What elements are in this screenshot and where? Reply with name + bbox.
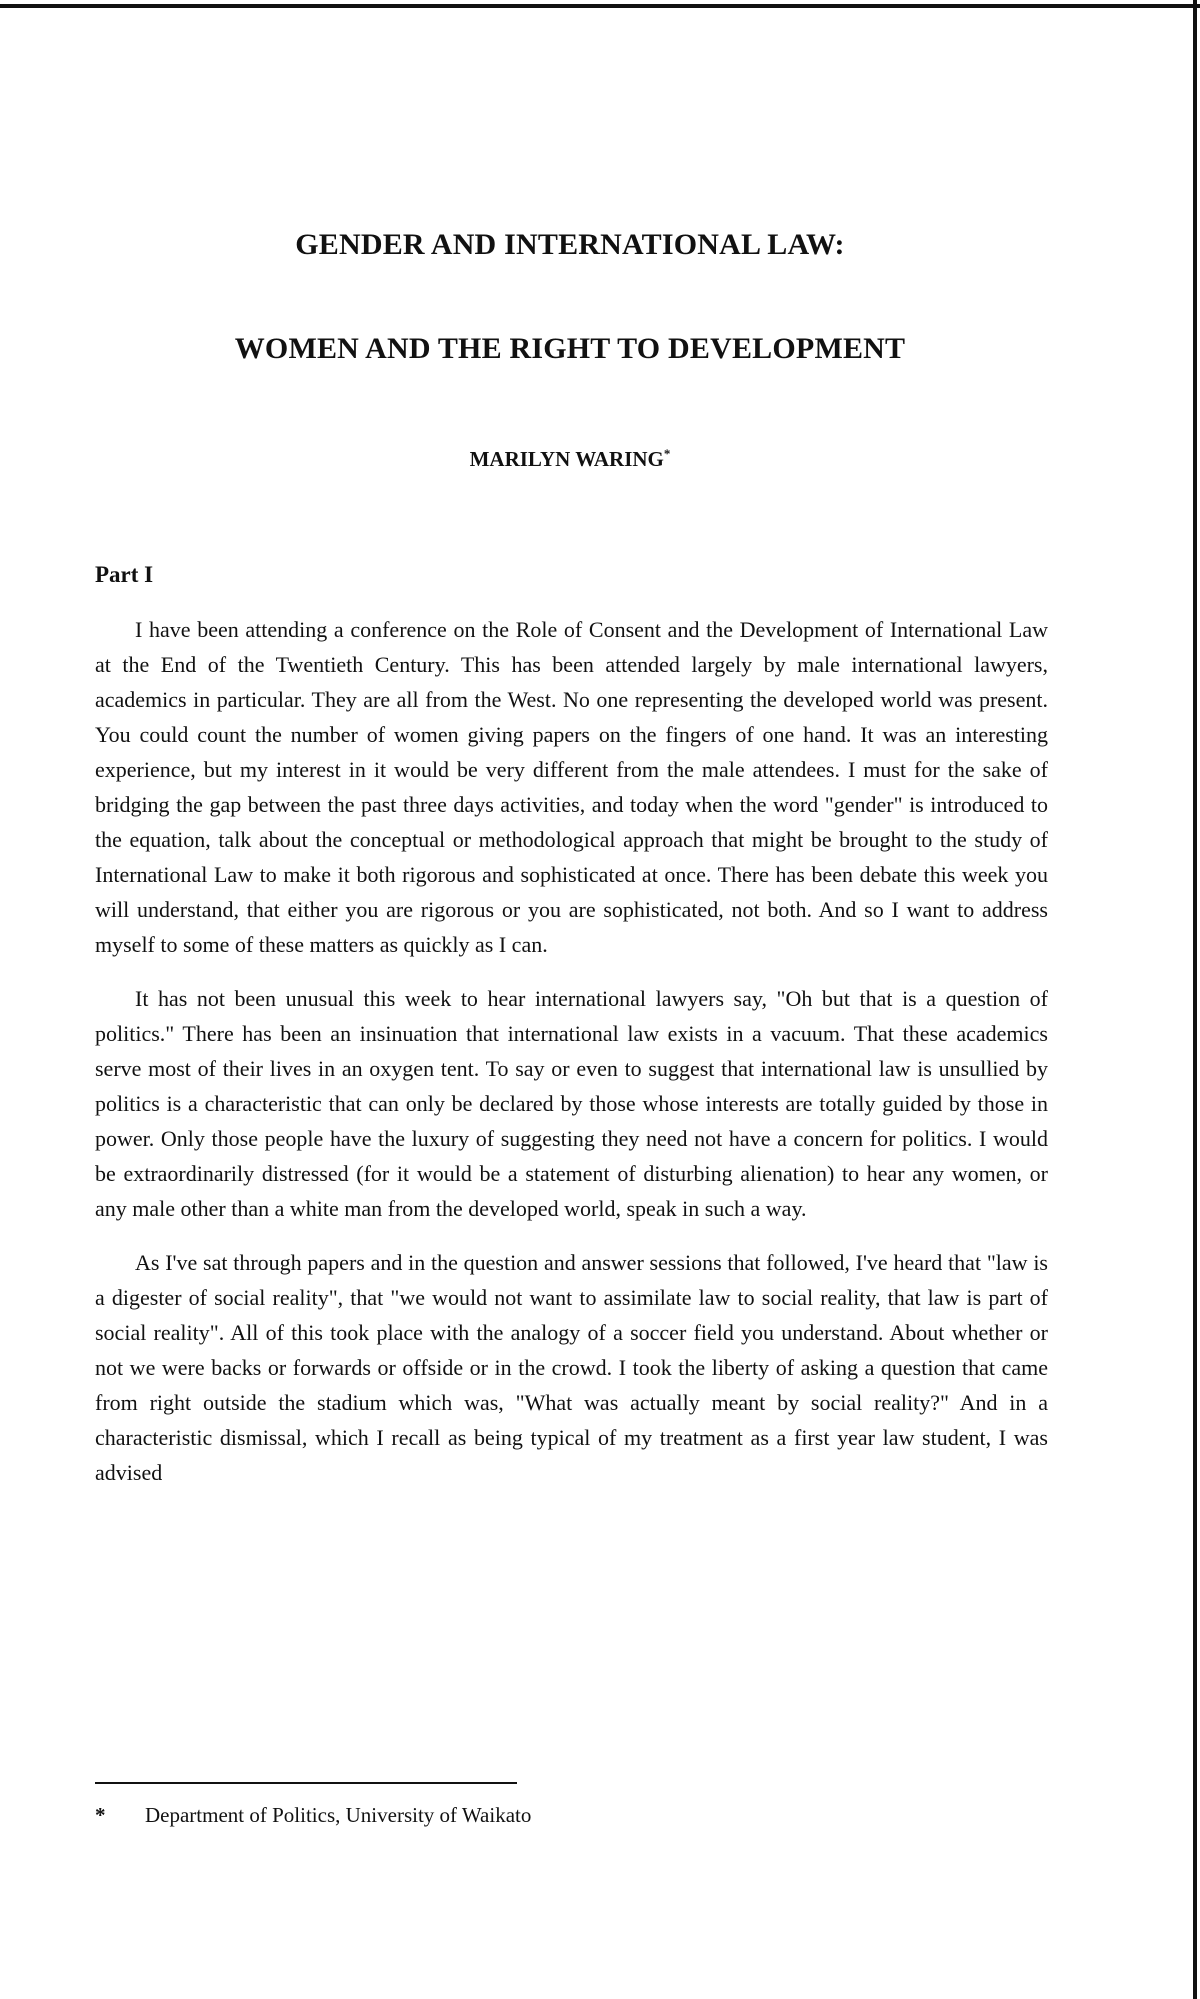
footnote-text: Department of Politics, University of Waikato	[145, 1803, 532, 1827]
footnote	[95, 1803, 531, 1828]
article-title-line-2: WOMEN AND THE RIGHT TO DEVELOPMENT	[234, 332, 906, 365]
footnote-divider	[95, 1782, 517, 1784]
author-byline	[0, 446, 1140, 472]
author-name: MARILYN WARING	[469, 447, 664, 471]
body-text	[95, 612, 1048, 1509]
top-border-rule	[0, 4, 1200, 8]
paragraph-1: I have been attending a conference on the Role of Consent and the Development of International Law at the End of the Twentieth Century. This has been attended largely by male international lawyers, academics in particular. They are all from the West. No one representing the developed world was present. You could count the number of women giving papers on the fingers of one hand. It was an interesting experience, but my interest in it would be very different from the male attendees. I must for the sake of bridging the gap between the past three days activities, and today when the word "gender" is introduced to the equation, talk about the conceptual or methodological approach that might be brought to the study of International Law to make it both rigorous and sophisticated at once. There has been debate this week you will understand, that either you are rigorous or you are sophisticated, not both. And so I want to address myself to some of these matters as quickly as I can.	[95, 617, 1048, 957]
author-footnote-marker: *	[663, 446, 671, 461]
section-heading: Part I	[95, 562, 154, 587]
footnote-marker: *	[95, 1803, 106, 1827]
paragraph-3: As I've sat through papers and in the question and answer sessions that followed, I've heard that "law is a digester of social reality", that "we would not want to assimilate law to social reality, that law is part of social reality". All of this took place with the analogy of a soccer field you understand. About whether or not we were backs or forwards or offside or in the crowd. I took the liberty of asking a question that came from right outside the stadium which was, "What was actually meant by social reality?" And in a characteristic dismissal, which I recall as being typical of my treatment as a first year law student, I was advised	[95, 1250, 1048, 1485]
article-title-line-1: GENDER AND INTERNATIONAL LAW:	[295, 228, 845, 261]
paragraph-2: It has not been unusual this week to hear international lawyers say, "Oh but that is a question of politics." There has been an insinuation that international law exists in a vacuum. That these academics serve most of their lives in an oxygen tent. To say or even to suggest that international law is unsullied by politics is a characteristic that can only be declared by those whose interests are totally guided by those in power. Only those people have the luxury of suggesting they need not have a concern for politics. I would be extraordinarily distressed (for it would be a statement of disturbing alienation) to hear any women, or any male other than a white man from the developed world, speak in such a way.	[95, 986, 1048, 1221]
right-border-rule	[1193, 0, 1197, 1999]
